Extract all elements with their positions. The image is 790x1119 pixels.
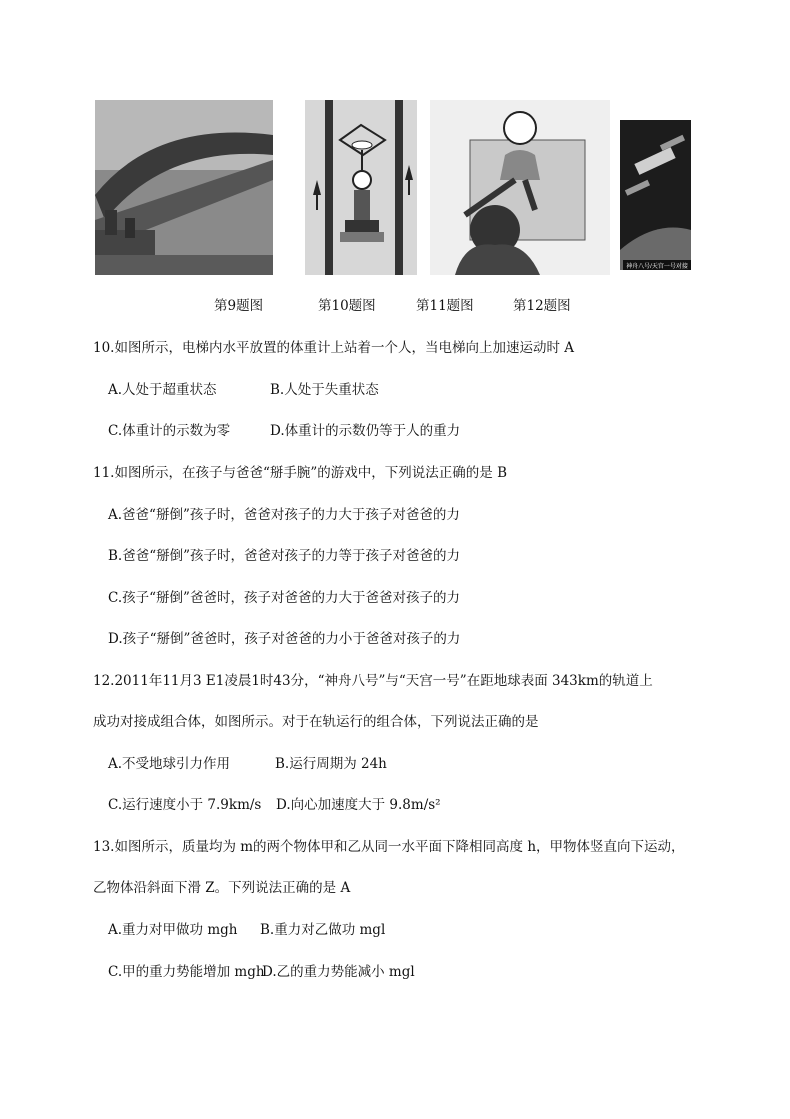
- q12-option-a: A.不受地球引力作用: [108, 756, 231, 772]
- q13-option-b: B.重力对乙做功 mgl: [260, 922, 386, 938]
- figure-strip: [95, 100, 691, 275]
- q10-option-b: B.人处于失重状态: [270, 382, 379, 398]
- q10-option-c: C.体重计的示数为零: [108, 423, 231, 439]
- q12-option-c: C.运行速度小于 7.9km/s: [108, 797, 262, 813]
- fig9-bridge-image: [95, 100, 273, 275]
- q12-option-b: B.运行周期为 24h: [275, 756, 387, 772]
- q13-stem-line1: 13.如图所示，质量均为 m的两个物体甲和乙从同一水平面下降相同高度 h，甲物体竖直向下运动，: [93, 839, 685, 855]
- fig12-spacecraft-image: [620, 120, 691, 270]
- q12-stem-line1: 12.2011年11月3 E1凌晨1时43分，“神舟八号”与“天宫一号”在距地球表面 343km的轨道上: [93, 673, 653, 689]
- q11-option-c: C.孩子“掰倒”爸爸时，孩子对爸爸的力大于爸爸对孩子的力: [108, 590, 460, 606]
- q13-option-d: D.乙的重力势能减小 mgl: [262, 964, 415, 980]
- q11-stem: 11.如图所示，在孩子与爸爸“掰手腕”的游戏中，下列说法正确的是 B: [93, 465, 507, 481]
- q10-option-d: D.体重计的示数仍等于人的重力: [270, 423, 461, 439]
- q11-option-a: A.爸爸“掰倒”孩子时，爸爸对孩子的力大于孩子对爸爸的力: [108, 507, 460, 523]
- q10-option-a: A.人处于超重状态: [108, 382, 217, 398]
- fig12-label: 神舟八号/天宫一号对接: [626, 264, 688, 270]
- q11-option-b: B.爸爸“掰倒”孩子时，爸爸对孩子的力等于孩子对爸爸的力: [108, 548, 461, 564]
- q13-option-c: C.甲的重力势能增加 mgh: [108, 964, 265, 980]
- q13-option-a: A.重力对甲做功 mgh: [108, 922, 238, 938]
- caption-fig11: 第11题图: [416, 298, 474, 314]
- fig11-arm-wrestling-image: [430, 100, 610, 275]
- q11-option-d: D.孩子“掰倒”爸爸时，孩子对爸爸的力小于爸爸对孩子的力: [108, 631, 461, 647]
- q12-stem-line2: 成功对接成组合体，如图所示。对于在轨运行的组合体，下列说法正确的是: [93, 714, 539, 730]
- caption-fig10: 第10题图: [318, 298, 376, 314]
- q13-stem-line2: 乙物体沿斜面下滑 Z。下列说法正确的是 A: [93, 880, 351, 896]
- caption-fig9: 第9题图: [214, 298, 264, 314]
- caption-fig12: 第12题图: [513, 298, 571, 314]
- fig10-elevator-image: [305, 100, 417, 275]
- q10-stem: 10.如图所示，电梯内水平放置的体重计上站着一个人，当电梯向上加速运动时 A: [93, 340, 575, 356]
- q12-option-d: D.向心加速度大于 9.8m/s²: [276, 797, 441, 813]
